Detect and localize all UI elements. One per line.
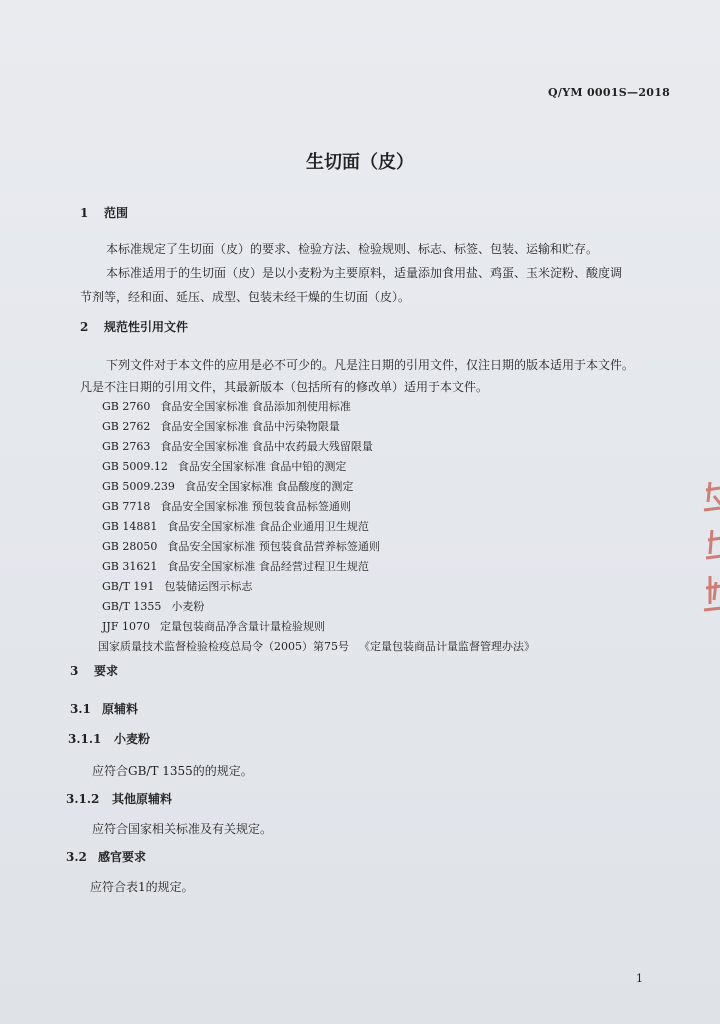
section-1-heading <box>80 204 128 221</box>
section-2-heading <box>80 318 188 335</box>
reference-title: 食品安全国家标准 食品中铅的测定 <box>177 460 347 473</box>
reference-item <box>102 398 351 414</box>
reference-code: GB 14881 <box>102 520 158 533</box>
reference-code: 国家质量技术监督检验检疫总局令（2005）第75号 <box>98 640 349 653</box>
section-3-1-1-text: 应符合GB/T 1355的的规定。 <box>92 764 253 778</box>
reference-item <box>102 538 380 554</box>
reference-title: 食品安全国家标准 预包装食品营养标签通则 <box>167 540 380 553</box>
reference-code: JJF 1070 <box>102 620 150 633</box>
reference-title: 食品安全国家标准 食品酸度的测定 <box>184 480 354 493</box>
reference-title: 《定量包装商品计量监督管理办法》 <box>359 640 535 653</box>
section-2-number: 2 <box>80 320 89 334</box>
reference-item <box>102 458 346 474</box>
reference-item <box>102 478 353 494</box>
reference-code: GB 2760 <box>102 400 151 413</box>
reference-code: GB/T 191 <box>102 580 155 593</box>
reference-item <box>102 598 204 614</box>
section-3-2-number: 3.2 <box>66 850 87 864</box>
reference-item <box>102 518 369 534</box>
section-3-1-2-text: 应符合国家相关标准及有关规定。 <box>92 822 273 836</box>
section-3-2-title: 感官要求 <box>98 850 147 864</box>
section-3-1-1-title: 小麦粉 <box>114 732 151 746</box>
reference-title: 食品安全国家标准 食品企业通用卫生规范 <box>167 520 369 533</box>
reference-title: 小麦粉 <box>171 600 205 613</box>
reference-code: GB 28050 <box>102 540 158 553</box>
reference-title: 食品安全国家标准 食品添加剂使用标准 <box>160 400 351 413</box>
reference-item <box>102 578 252 594</box>
reference-code: GB 5009.239 <box>102 480 175 493</box>
scope-paragraph-2-line-2: 节剂等，经和面、延压、成型、包装未经干燥的生切面（皮）。 <box>80 290 411 304</box>
scope-paragraph-2-line-1: 本标准适用于的生切面（皮）是以小麦粉为主要原料，适量添加食用盐、鸡蛋、玉米淀粉、酸度调 <box>106 266 623 280</box>
section-3-number: 3 <box>70 664 79 678</box>
reference-item <box>102 438 373 454</box>
reference-code: GB/T 1355 <box>102 600 162 613</box>
reference-title: 定量包装商品净含量计量检验规则 <box>159 620 325 633</box>
seal-stamp <box>700 470 720 630</box>
reference-item <box>98 638 535 654</box>
document-title: 生切面（皮） <box>306 152 414 173</box>
reference-item <box>102 418 340 434</box>
section-3-1-2-title: 其他原辅料 <box>112 792 173 806</box>
reference-title: 食品安全国家标准 食品中农药最大残留限量 <box>160 440 373 453</box>
section-3-1-1-number: 3.1.1 <box>68 732 102 746</box>
reference-item <box>102 558 369 574</box>
reference-title: 食品安全国家标准 预包装食品标签通则 <box>160 500 351 513</box>
section-3-1-number: 3.1 <box>70 702 91 716</box>
reference-item <box>102 498 351 514</box>
reference-title: 食品安全国家标准 食品经营过程卫生规范 <box>167 560 369 573</box>
reference-code: GB 5009.12 <box>102 460 168 473</box>
section-1-title: 范围 <box>104 206 129 220</box>
reference-code: GB 7718 <box>102 500 151 513</box>
references-intro-line-1: 下列文件对于本文件的应用是必不可少的。凡是注日期的引用文件，仅注日期的版本适用于本文件。 <box>106 358 635 372</box>
section-1-number: 1 <box>80 206 89 220</box>
section-3-1-1-heading <box>68 730 150 747</box>
section-3-1-2-number: 3.1.2 <box>66 792 100 806</box>
section-3-2-heading <box>66 848 146 865</box>
reference-code: GB 31621 <box>102 560 158 573</box>
section-3-2-text: 应符合表1的规定。 <box>90 880 194 894</box>
page-number: 1 <box>636 972 643 985</box>
reference-code: GB 2763 <box>102 440 151 453</box>
section-3-1-title: 原辅料 <box>102 702 139 716</box>
section-3-1-2-heading <box>66 790 172 807</box>
standard-number: Q/YM 0001S—2018 <box>548 86 671 99</box>
reference-title: 包装储运图示标志 <box>164 580 253 593</box>
reference-code: GB 2762 <box>102 420 151 433</box>
section-3-heading <box>70 662 118 679</box>
reference-title: 食品安全国家标准 食品中污染物限量 <box>160 420 340 433</box>
references-intro-line-2: 凡是不注日期的引用文件，其最新版本（包括所有的修改单）适用于本文件。 <box>80 380 489 394</box>
section-3-1-heading <box>70 700 138 717</box>
section-3-title: 要求 <box>94 664 119 678</box>
reference-item <box>102 618 325 634</box>
seal-stamp-graphic <box>700 470 720 630</box>
scope-paragraph-1: 本标准规定了生切面（皮）的要求、检验方法、检验规则、标志、标签、包装、运输和贮存。 <box>106 242 599 256</box>
section-2-title: 规范性引用文件 <box>104 320 189 334</box>
